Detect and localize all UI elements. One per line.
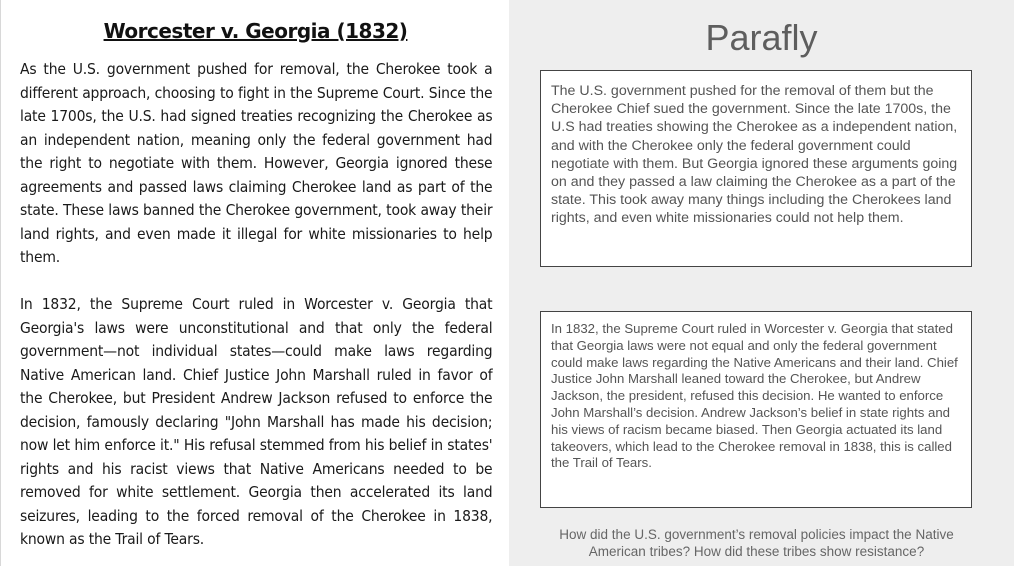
paraphrase-text-2[interactable]: In 1832, the Supreme Court ruled in Worcester v. Georgia that stated that Georgia laws were not equal and only the federal government could make laws regarding the Native Americans and their land. Chief Justice John Marshall leaned toward the Cherokee, but Andrew Jackson, the president, refused this decision. He wanted to enforce John Marshall’s decision. Andrew Jackson’s belief in state rights and his views of racism became biased. Then Georgia actuated its land takeovers, which lead to the Cherokee removal in 1838, this is called the Trail of Tears. — [551, 321, 958, 471]
parafly-title: Parafly — [705, 17, 818, 58]
paraphrase-box-1[interactable] — [540, 70, 972, 267]
source-paragraph-1: As the U.S. government pushed for removal, the Cherokee took a different approach, choosing to fight in the Supreme Court. Since the late 1700s, the U.S. had signed treaties recognizing the Cherokee as an independent nation, meaning only the federal government had the right to negotiate with them. However, Georgia ignored these agreements and passed laws claiming Cherokee land as part of the state. These laws banned the Cherokee government, took away their land rights, and even made it illegal for white missionaries to help them. — [20, 60, 493, 266]
essential-question: How did the U.S. government’s removal policies impact the Native American tribes? How did these tribes show resistance? — [559, 527, 954, 559]
paraphrase-text-1[interactable]: The U.S. government pushed for the removal of them but the Cherokee Chief sued the government. Since the late 1700s, the U.S had treaties showing the Cherokee as a independent nation, and with the Cherokee only the federal government could negotiate with them. But Georgia ignored these arguments going on and they passed a law claiming the Cherokee as a part of the state. This took away many things including the Cherokees land rights, and even white missionaries could not help them. — [551, 83, 958, 227]
source-text-panel — [0, 0, 509, 566]
source-paragraph-2: In 1832, the Supreme Court ruled in Worcester v. Georgia that Georgia's laws were unconstitutional and that only the federal government—not individual states—could make laws regarding Native American land. Chief Justice John Marshall ruled in favor of the Cherokee, but President Andrew Jackson refused to enforce the decision, famously declaring "John Marshall has made his decision; now let him enforce it." His refusal stemmed from his belief in states' rights and his racist views that Native Americans needed to be removed for white settlement. Georgia then accelerated its land seizures, leading to the forced removal of the Cherokee in 1838, known as the Trail of Tears. — [20, 295, 493, 548]
source-title: Worcester v. Georgia (1832) — [103, 19, 408, 43]
paraphrase-box-2[interactable] — [540, 311, 972, 508]
parafly-panel — [509, 0, 1014, 566]
page-edge — [1014, 0, 1023, 566]
